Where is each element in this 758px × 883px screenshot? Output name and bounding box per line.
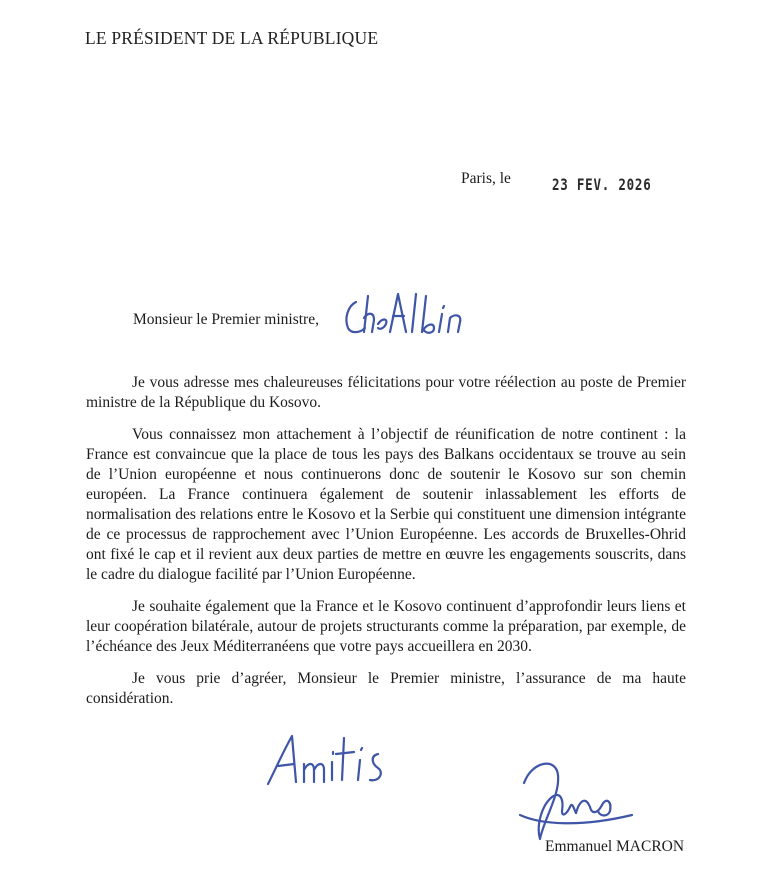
- paragraph-cooperation: Je souhaite également que la France et le Kosovo continuent d’approfondir leurs liens et leur coopération bilatérale, autour de projets structurants comme la préparation, par exemple, de l’échéance des Jeux Méditerranéens que votre pays accueillera en 2030.: [86, 598, 686, 655]
- letterhead: LE PRÉSIDENT DE LA RÉPUBLIQUE: [85, 28, 379, 48]
- date-place: Paris, le: [461, 170, 511, 187]
- paragraph-closing: Je vous prie d’agréer, Monsieur le Premier ministre, l’assurance de ma haute considération.: [86, 670, 686, 707]
- paragraph-congratulations: Je vous adresse mes chaleureuses félicitations pour votre réélection au poste de Premier ministre de la République du Kosovo.: [86, 374, 686, 411]
- paragraph-reunification: Vous connaissez mon attachement à l’objectif de réunification de notre continent : la France est convaincue que la place de tous les pays des Balkans occidentaux se trouve au sein de l’Union européenne et nous continuerons donc de soutenir le Kosovo sur son chemin européen. La France continuera également de soutenir inlassablement les efforts de normalisation des relations entre le Kosovo et la Serbie qui constituent une dimension intégrante de ce processus de rapprochement avec l’Union Européenne. Les accords de Bruxelles-Ohrid ont fixé le cap et il revient aux deux parties de mettre en œuvre les engagements souscrits, dans le cadre du dialogue facilité par l’Union Européenne.: [86, 426, 686, 583]
- signatory-name: Emmanuel MACRON: [545, 838, 685, 855]
- handwritten-closing: [262, 724, 402, 794]
- date-stamp: 23 FEV. 2026: [552, 175, 652, 194]
- salutation: Monsieur le Premier ministre,: [133, 311, 319, 328]
- letter-body: [86, 373, 686, 721]
- signature: [512, 755, 642, 845]
- handwritten-salutation: [338, 288, 488, 348]
